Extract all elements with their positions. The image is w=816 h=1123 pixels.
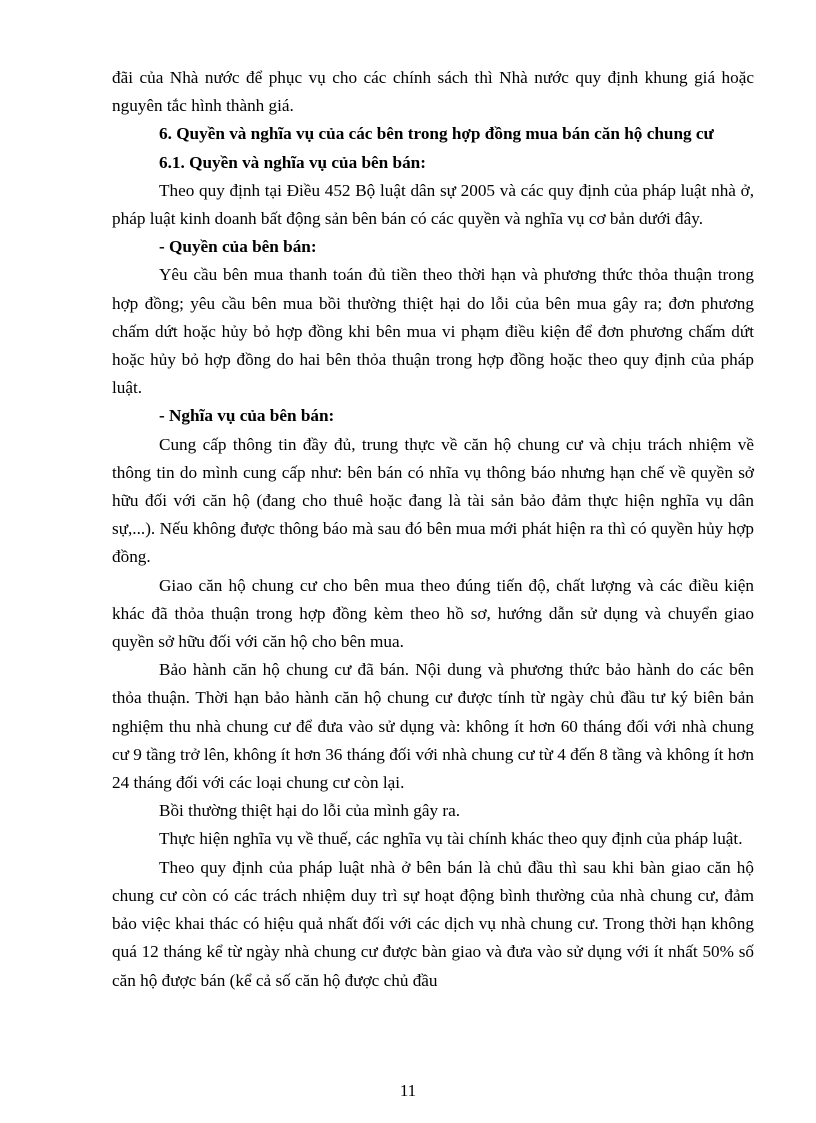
paragraph-legal-basis: Theo quy định tại Điều 452 Bộ luật dân sự 2005 và các quy định của pháp luật nhà ở, pháp luật kinh doanh bất động sản bên bán có các quyền và nghĩa vụ cơ bản dưới đây. xyxy=(112,180,754,229)
paragraph-seller-rights: Yêu cầu bên mua thanh toán đủ tiền theo thời hạn và phương thức thỏa thuận trong hợp đồng; yêu cầu bên mua bồi thường thiệt hại do lỗi của bên mua gây ra; đơn phương chấm dứt hoặc hủy bỏ hợp đồng khi bên mua vi phạm điều kiện để đơn phương chấm dứt hoặc hủy bỏ hợp đồng do hai bên thỏa thuận trong hợp đồng hoặc theo quy định của pháp luật. xyxy=(112,265,754,398)
paragraph-warranty: Bảo hành căn hộ chung cư đã bán. Nội dung và phương thức bảo hành do các bên thỏa thuận. Thời hạn bảo hành căn hộ chung cư được tính từ ngày chủ đầu tư ký biên bản nghiệm thu nhà chung cư để đưa vào sử dụng và: không ít hơn 60 tháng đối với nhà chung cư 9 tầng trở lên, không ít hơn 36 tháng đối với nhà chung cư từ 4 đến 8 tầng và không ít hơn 24 tháng đối với các loại chung cư còn lại. xyxy=(112,660,754,793)
paragraph-investor-responsibilities: Theo quy định của pháp luật nhà ở bên bán là chủ đầu thì sau khi bàn giao căn hộ chung cư còn có các trách nhiệm duy trì sự hoạt động bình thường của nhà chung cư, đảm bảo việc khai thác có hiệu quả nhất đối với các dịch vụ nhà chung cư. Trong thời hạn không quá 12 tháng kể từ ngày nhà chung cư được bàn giao và đưa vào sử dụng với ít nhất 50% số căn hộ được bán (kể cả số căn hộ được chủ đầu xyxy=(112,857,754,990)
paragraph-tax-obligations: Thực hiện nghĩa vụ về thuế, các nghĩa vụ tài chính khác theo quy định của pháp luật. xyxy=(159,829,743,849)
heading-seller-obligations: - Nghĩa vụ của bên bán: xyxy=(159,406,335,426)
section-heading-6: 6. Quyền và nghĩa vụ của các bên trong hợp đồng mua bán căn hộ chung cư xyxy=(159,124,714,144)
heading-seller-rights: - Quyền của bên bán: xyxy=(159,237,317,257)
paragraph-intro-continuation: đãi của Nhà nước để phục vụ cho các chính sách thì Nhà nước quy định khung giá hoặc nguyên tắc hình thành giá. xyxy=(112,68,754,116)
subsection-heading-6-1: 6.1. Quyền và nghĩa vụ của bên bán: xyxy=(159,152,426,172)
paragraph-compensation: Bồi thường thiệt hại do lỗi của mình gây ra. xyxy=(159,801,460,821)
paragraph-deliver-apartment: Giao căn hộ chung cư cho bên mua theo đúng tiến độ, chất lượng và các điều kiện khác đã thỏa thuận trong hợp đồng kèm theo hồ sơ, hướng dẫn sử dụng và chuyển giao quyền sở hữu đối với căn hộ cho bên mua. xyxy=(112,575,754,652)
document-body xyxy=(112,64,754,995)
paragraph-provide-information: Cung cấp thông tin đầy đủ, trung thực về căn hộ chung cư và chịu trách nhiệm về thông tin do mình cung cấp như: bên bán có nhĩa vụ thông báo nhưng hạn chế về quyền sở hữu đối với căn hộ (đang cho thuê hoặc đang là tài sản bảo đảm thực hiện nghĩa vụ dân sự,...). Nếu không được thông báo mà sau đó bên mua mới phát hiện ra thì có quyền hủy hợp đồng. xyxy=(112,434,754,567)
page-number: 11 xyxy=(399,1081,417,1100)
